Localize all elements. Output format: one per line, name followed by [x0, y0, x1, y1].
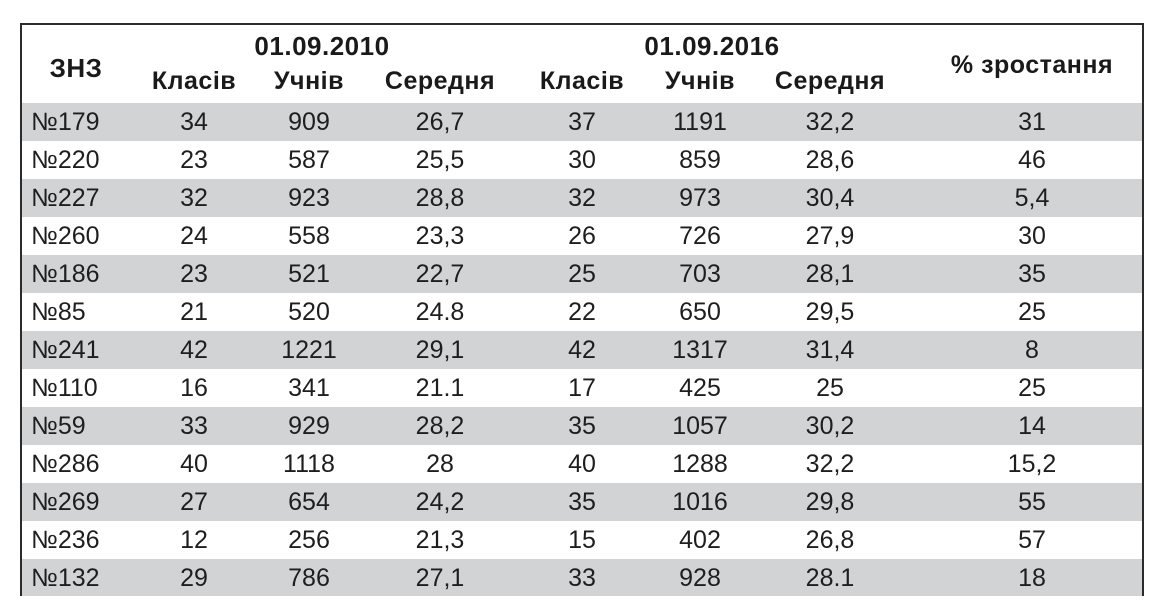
- cell-classes-2016: 25: [568, 260, 596, 288]
- cell-average-2016: 31,4: [805, 336, 855, 364]
- cell-classes-2016: 33: [568, 564, 596, 592]
- cell-average-2016: 28,6: [805, 146, 855, 174]
- cell-average-2010: 28: [426, 450, 454, 478]
- cell-classes-2010: 16: [180, 374, 208, 402]
- cell-growth: 15,2: [1007, 450, 1057, 478]
- cell-classes-2010: 23: [180, 146, 208, 174]
- cell-students-2016: 859: [679, 146, 721, 174]
- cell-classes-2016: 17: [568, 374, 596, 402]
- cell-growth: 25: [1018, 298, 1046, 326]
- cell-school: №260: [31, 222, 100, 250]
- cell-growth: 35: [1018, 260, 1046, 288]
- cell-average-2016: 28,1: [805, 260, 855, 288]
- cell-students-2016: 1057: [672, 412, 728, 440]
- table-row: [22, 369, 1142, 407]
- cell-students-2010: 587: [288, 146, 330, 174]
- cell-average-2016: 25: [816, 374, 844, 402]
- cell-average-2010: 28,2: [415, 412, 465, 440]
- cell-classes-2010: 32: [180, 184, 208, 212]
- cell-average-2016: 28.1: [805, 564, 855, 592]
- cell-average-2010: 23,3: [415, 222, 465, 250]
- cell-growth: 5,4: [1014, 184, 1050, 212]
- cell-classes-2016: 35: [568, 488, 596, 516]
- cell-students-2016: 1016: [672, 488, 728, 516]
- cell-classes-2010: 23: [180, 260, 208, 288]
- header-average-2016: Середня: [774, 67, 886, 95]
- school-statistics-table: [20, 23, 1144, 596]
- cell-classes-2010: 29: [180, 564, 208, 592]
- cell-average-2016: 29,8: [805, 488, 855, 516]
- cell-average-2010: 22,7: [415, 260, 465, 288]
- cell-average-2010: 24.8: [415, 298, 465, 326]
- cell-average-2016: 26,8: [805, 526, 855, 554]
- cell-growth: 14: [1018, 412, 1046, 440]
- cell-classes-2010: 24: [180, 222, 208, 250]
- cell-classes-2016: 32: [568, 184, 596, 212]
- cell-classes-2016: 42: [568, 336, 596, 364]
- table-row: [22, 521, 1142, 559]
- cell-students-2010: 929: [288, 412, 330, 440]
- cell-average-2016: 30,2: [805, 412, 855, 440]
- cell-growth: 57: [1018, 526, 1046, 554]
- cell-growth: 55: [1018, 488, 1046, 516]
- cell-students-2010: 520: [288, 298, 330, 326]
- cell-students-2016: 1317: [672, 336, 728, 364]
- cell-students-2010: 786: [288, 564, 330, 592]
- header-students-2010: Учнів: [274, 67, 344, 95]
- cell-classes-2010: 21: [180, 298, 208, 326]
- cell-classes-2016: 30: [568, 146, 596, 174]
- cell-students-2010: 909: [288, 108, 330, 136]
- cell-growth: 18: [1018, 564, 1046, 592]
- cell-classes-2016: 40: [568, 450, 596, 478]
- header-classes-2016: Класів: [539, 67, 625, 95]
- cell-school: №186: [31, 260, 100, 288]
- cell-students-2016: 973: [679, 184, 721, 212]
- cell-average-2010: 29,1: [415, 336, 465, 364]
- cell-average-2016: 27,9: [805, 222, 855, 250]
- cell-school: №132: [31, 564, 100, 592]
- cell-school: №85: [31, 298, 86, 326]
- cell-classes-2010: 33: [180, 412, 208, 440]
- cell-growth: 31: [1018, 108, 1046, 136]
- cell-growth: 8: [1025, 336, 1039, 364]
- cell-students-2016: 1191: [673, 108, 727, 136]
- header-date-2016: 01.09.2016: [644, 31, 780, 61]
- cell-students-2016: 425: [679, 374, 721, 402]
- cell-growth: 30: [1018, 222, 1046, 250]
- cell-growth: 46: [1018, 146, 1046, 174]
- cell-average-2016: 30,4: [805, 184, 855, 212]
- cell-growth: 25: [1018, 374, 1046, 402]
- cell-classes-2010: 40: [180, 450, 208, 478]
- table-row: [22, 559, 1142, 596]
- header-students-2016: Учнів: [665, 67, 735, 95]
- table-row: [22, 407, 1142, 445]
- cell-classes-2010: 12: [180, 526, 208, 554]
- cell-average-2010: 25,5: [415, 146, 465, 174]
- cell-school: №220: [31, 146, 100, 174]
- cell-school: №286: [31, 450, 100, 478]
- header-classes-2010: Класів: [151, 67, 237, 95]
- cell-average-2010: 27,1: [415, 564, 465, 592]
- cell-average-2016: 32,2: [805, 108, 855, 136]
- cell-students-2010: 1118: [283, 450, 335, 478]
- cell-students-2010: 521: [288, 260, 330, 288]
- cell-school: №269: [31, 488, 100, 516]
- cell-school: №110: [31, 374, 98, 402]
- cell-school: №241: [31, 336, 100, 364]
- cell-students-2010: 341: [288, 374, 330, 402]
- table-row: [22, 141, 1142, 179]
- header-average-2010: Середня: [384, 67, 496, 95]
- header-growth: % зростання: [950, 51, 1114, 79]
- table-row: [22, 293, 1142, 331]
- cell-classes-2016: 37: [568, 108, 596, 136]
- table-row: [22, 217, 1142, 255]
- cell-average-2010: 26,7: [415, 108, 465, 136]
- cell-students-2010: 923: [288, 184, 330, 212]
- cell-classes-2016: 22: [568, 298, 596, 326]
- cell-students-2010: 1221: [281, 336, 337, 364]
- cell-students-2016: 703: [679, 260, 721, 288]
- table-row: [22, 103, 1142, 141]
- cell-students-2016: 1288: [672, 450, 728, 478]
- cell-students-2016: 650: [679, 298, 721, 326]
- table-row: [22, 179, 1142, 217]
- cell-students-2016: 402: [679, 526, 721, 554]
- cell-students-2010: 256: [288, 526, 330, 554]
- table-row: [22, 331, 1142, 369]
- cell-students-2016: 928: [679, 564, 721, 592]
- cell-school: №227: [31, 184, 100, 212]
- table-row: [22, 445, 1142, 483]
- cell-average-2010: 21.1: [415, 374, 465, 402]
- table-header: [22, 25, 1142, 103]
- cell-classes-2016: 26: [568, 222, 596, 250]
- table-row: [22, 483, 1142, 521]
- cell-classes-2016: 35: [568, 412, 596, 440]
- cell-average-2010: 28,8: [415, 184, 465, 212]
- cell-classes-2010: 27: [180, 488, 208, 516]
- cell-average-2010: 21,3: [415, 526, 465, 554]
- cell-classes-2010: 34: [180, 108, 208, 136]
- table-row: [22, 255, 1142, 293]
- cell-students-2016: 726: [679, 222, 721, 250]
- header-date-2010: 01.09.2010: [254, 31, 390, 61]
- cell-classes-2010: 42: [180, 336, 208, 364]
- cell-students-2010: 654: [288, 488, 330, 516]
- cell-school: №236: [31, 526, 100, 554]
- cell-average-2010: 24,2: [415, 488, 465, 516]
- cell-average-2016: 32,2: [805, 450, 855, 478]
- cell-school: №179: [31, 108, 100, 136]
- cell-students-2010: 558: [288, 222, 330, 250]
- table-body: [22, 103, 1142, 596]
- cell-school: №59: [31, 412, 86, 440]
- cell-classes-2016: 15: [568, 526, 596, 554]
- cell-average-2016: 29,5: [805, 298, 855, 326]
- header-school: ЗНЗ: [49, 53, 103, 83]
